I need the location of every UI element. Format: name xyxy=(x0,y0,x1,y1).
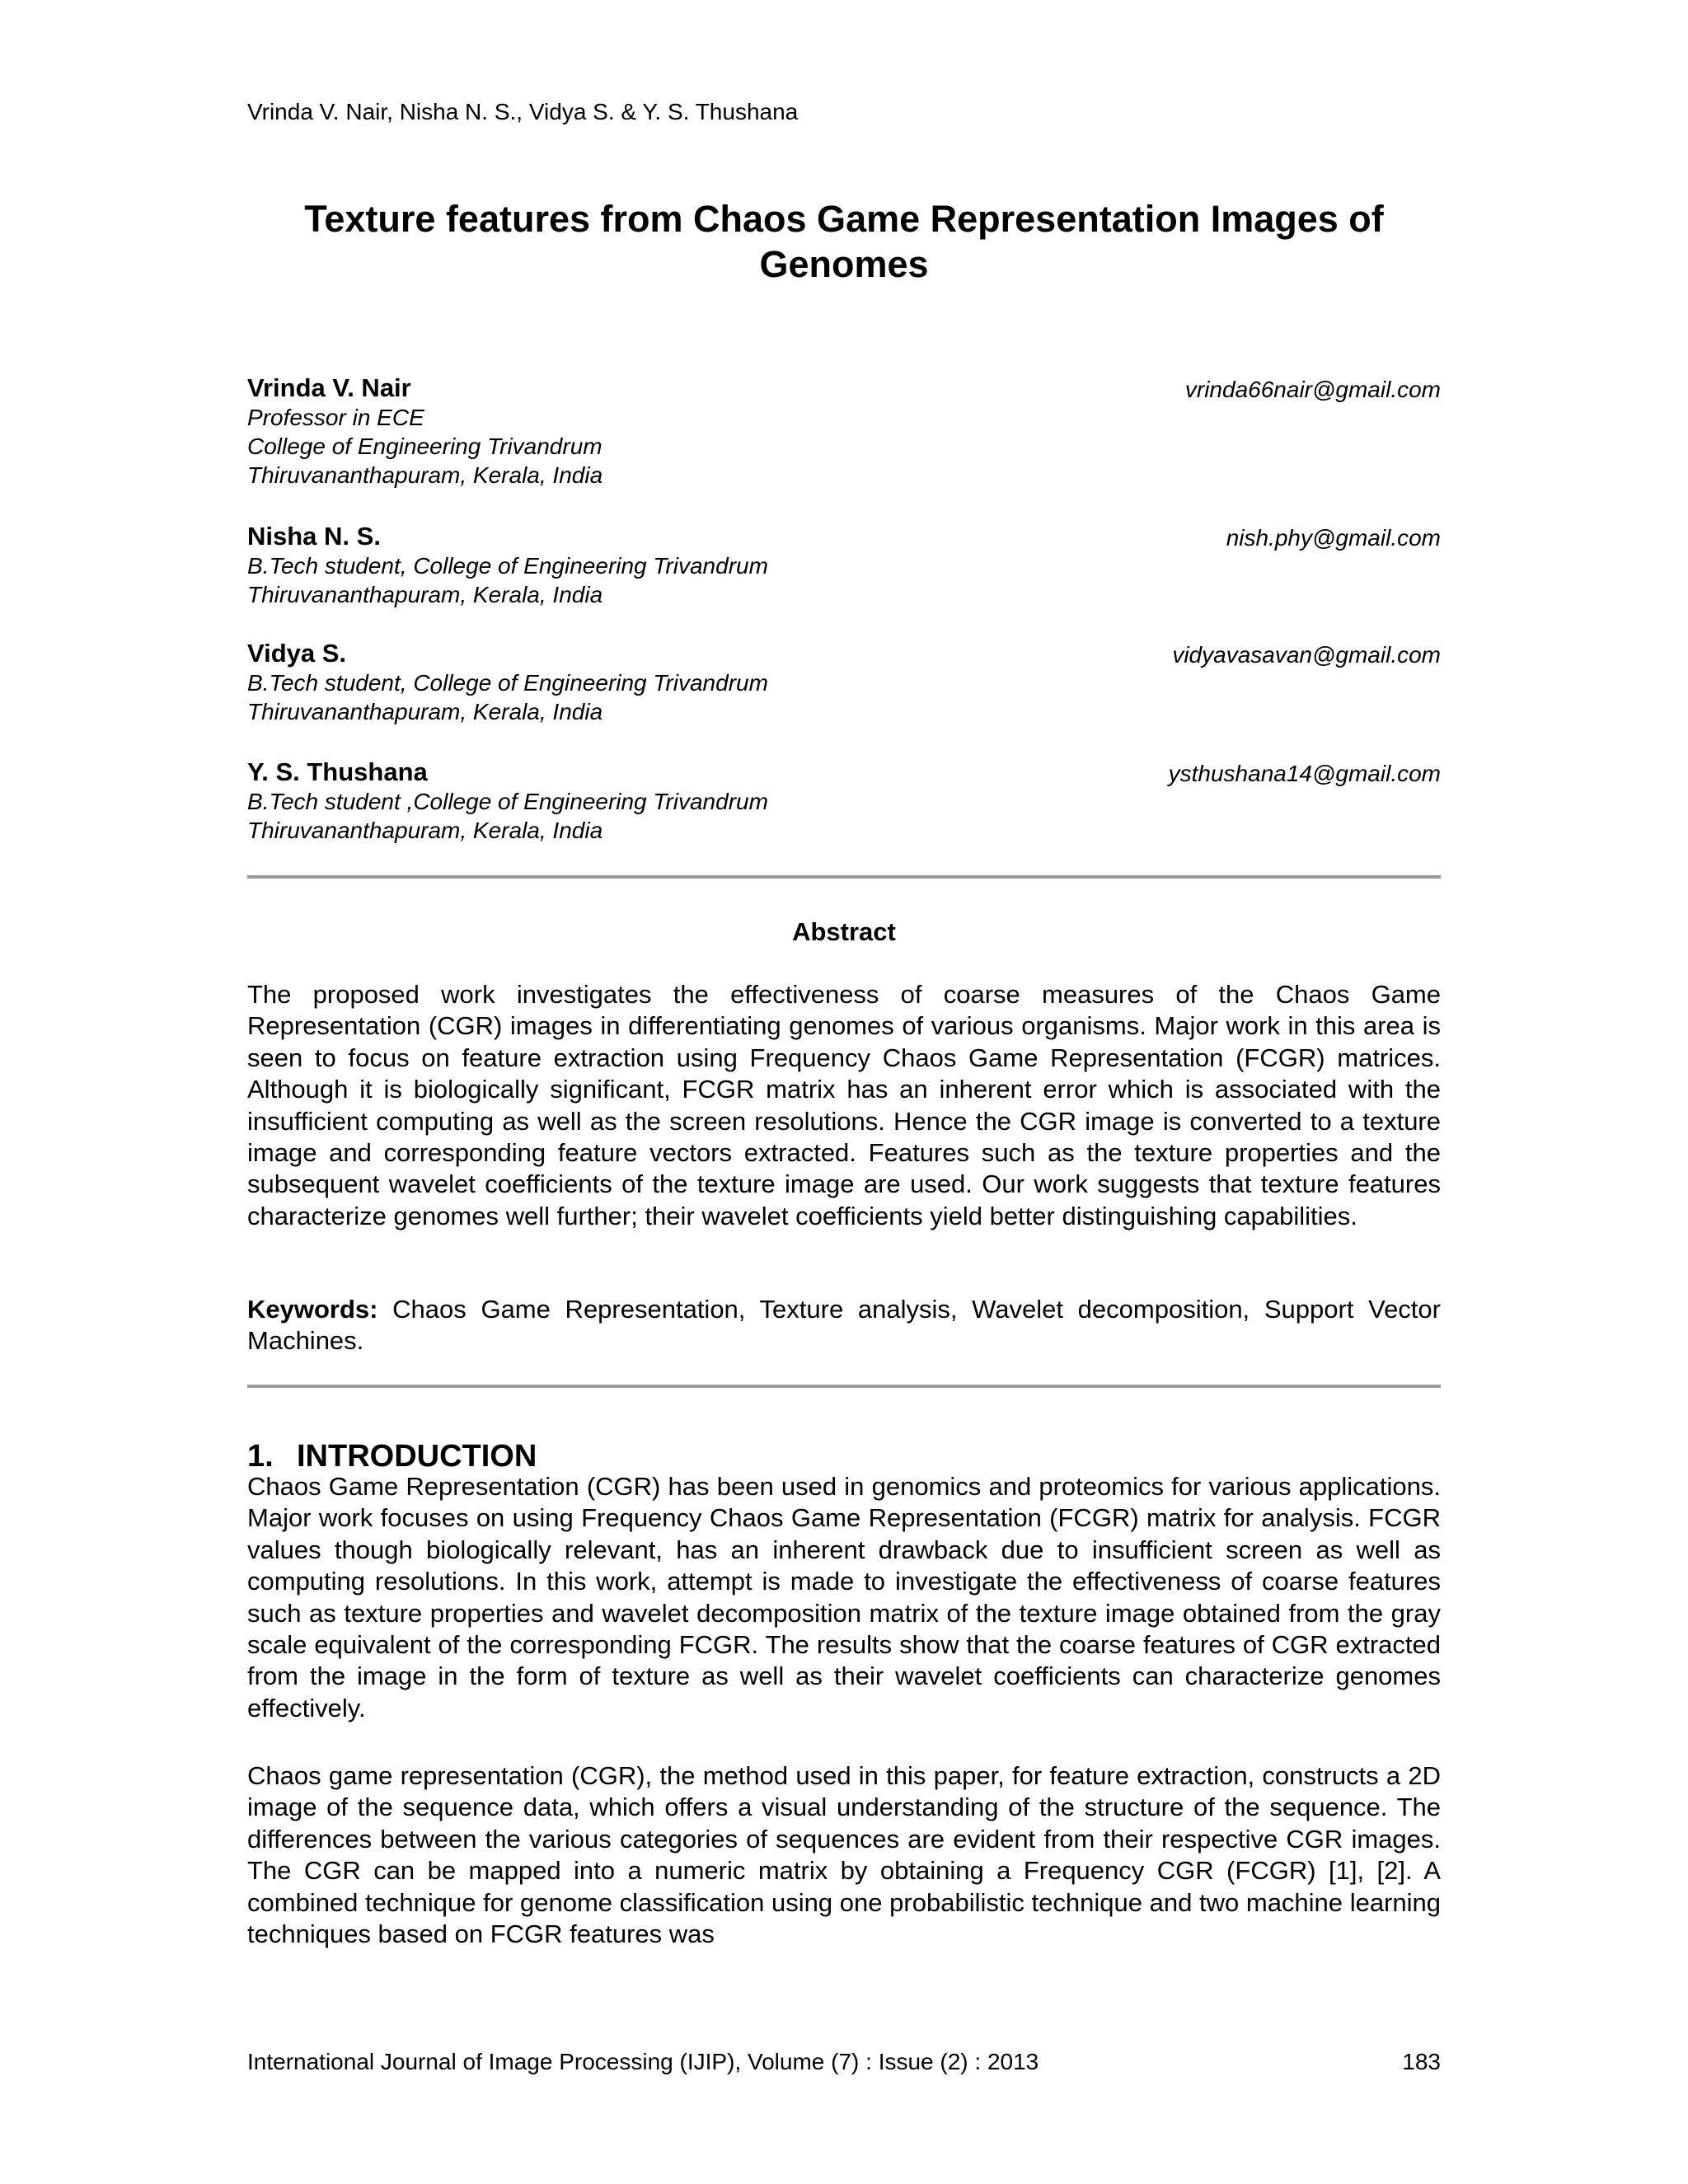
keywords xyxy=(247,1294,1441,1357)
author-block xyxy=(247,638,1441,726)
abstract-text: The proposed work investigates the effectiveness of coarse measures of the Chaos Game Representation (CGR) images in differentiating genomes of various organisms. Major work in this area is seen to focus on feature extraction using Frequency Chaos Game Representation (FCGR) matrices. Although it is biologically significant, FCGR matrix has an inherent error which is associated with the insufficient computing as well as the screen resolutions. Hence the CGR image is converted to a texture image and corresponding feature vectors extracted. Features such as the texture properties and the subsequent wavelet coefficients of the texture image are used. Our work suggests that texture features characterize genomes well further; their wavelet coefficients yield better distinguishing capabilities. xyxy=(247,980,1441,1230)
divider xyxy=(247,875,1441,879)
author-block xyxy=(247,373,1441,490)
author-affiliation-line: Thiruvananthapuram, Kerala, India xyxy=(247,818,603,843)
author-email: nish.phy@gmail.com xyxy=(1226,525,1441,551)
author-affiliation-line: Thiruvananthapuram, Kerala, India xyxy=(247,699,603,724)
keywords-label: Keywords: xyxy=(247,1295,378,1324)
divider xyxy=(247,1385,1441,1388)
body-paragraph: Chaos game representation (CGR), the method used in this paper, for feature extraction, constructs a 2D image of the sequence data, which offers a visual understanding of the structure of the sequence. The differences between the various categories of sequences are evident from their respective CGR images. The CGR can be mapped into a numeric matrix by obtaining a Frequency CGR (FCGR) [1], [2]. A combined technique for genome classification using one probabilistic technique and two machine learning techniques based on FCGR features was xyxy=(247,1761,1441,1949)
author-affiliation-line: Thiruvananthapuram, Kerala, India xyxy=(247,462,603,488)
author-affiliation-line: Thiruvananthapuram, Kerala, India xyxy=(247,582,603,607)
author-block xyxy=(247,521,1441,609)
section-number: 1. xyxy=(247,1439,274,1474)
author-email: ysthushana14@gmail.com xyxy=(1168,761,1441,786)
section-title: INTRODUCTION xyxy=(297,1439,537,1474)
section-heading xyxy=(247,1437,537,1475)
author-name: Vrinda V. Nair xyxy=(247,373,411,402)
author-name: Nisha N. S. xyxy=(247,522,381,551)
body-paragraph: Chaos Game Representation (CGR) has been used in genomics and proteomics for various applications. Major work focuses on using Frequency Chaos Game Representation (FCGR) matrix for analysis. FCGR values though biologically relevant, has an inherent drawback due to insufficient screen as well as computing resolutions. In this work, attempt is made to investigate the effectiveness of coarse features such as texture properties and wavelet decomposition matrix of the texture image obtained from the gray scale equivalent of the corresponding FCGR. The results show that the coarse features of CGR extracted from the image in the form of texture as well as their wavelet coefficients can characterize genomes effectively. xyxy=(247,1472,1441,1722)
author-block xyxy=(247,757,1441,845)
author-email: vidyavasavan@gmail.com xyxy=(1172,642,1441,668)
footer-journal: International Journal of Image Processing (IJIP), Volume (7) : Issue (2) : 2013 xyxy=(247,2049,1039,2074)
running-head: Vrinda V. Nair, Nisha N. S., Vidya S. & Y. S. Thushana xyxy=(247,99,799,124)
author-affiliation-line: College of Engineering Trivandrum xyxy=(247,434,603,459)
author-affiliation-line: Professor in ECE xyxy=(247,405,424,430)
abstract-heading: Abstract xyxy=(792,917,896,946)
author-affiliation-line: B.Tech student, College of Engineering Trivandrum xyxy=(247,670,768,696)
keywords-text: Chaos Game Representation, Texture analysis, Wavelet decomposition, Support Vector Machines. xyxy=(247,1295,1441,1356)
page-number: 183 xyxy=(1402,2049,1441,2074)
author-name: Vidya S. xyxy=(247,639,347,668)
author-email: vrinda66nair@gmail.com xyxy=(1184,377,1441,402)
author-name: Y. S. Thushana xyxy=(247,757,428,786)
author-affiliation-line: B.Tech student, College of Engineering Trivandrum xyxy=(247,553,768,579)
author-affiliation-line: B.Tech student ,College of Engineering Trivandrum xyxy=(247,789,768,814)
paper-title: Texture features from Chaos Game Representation Images of Genomes xyxy=(304,198,1384,285)
